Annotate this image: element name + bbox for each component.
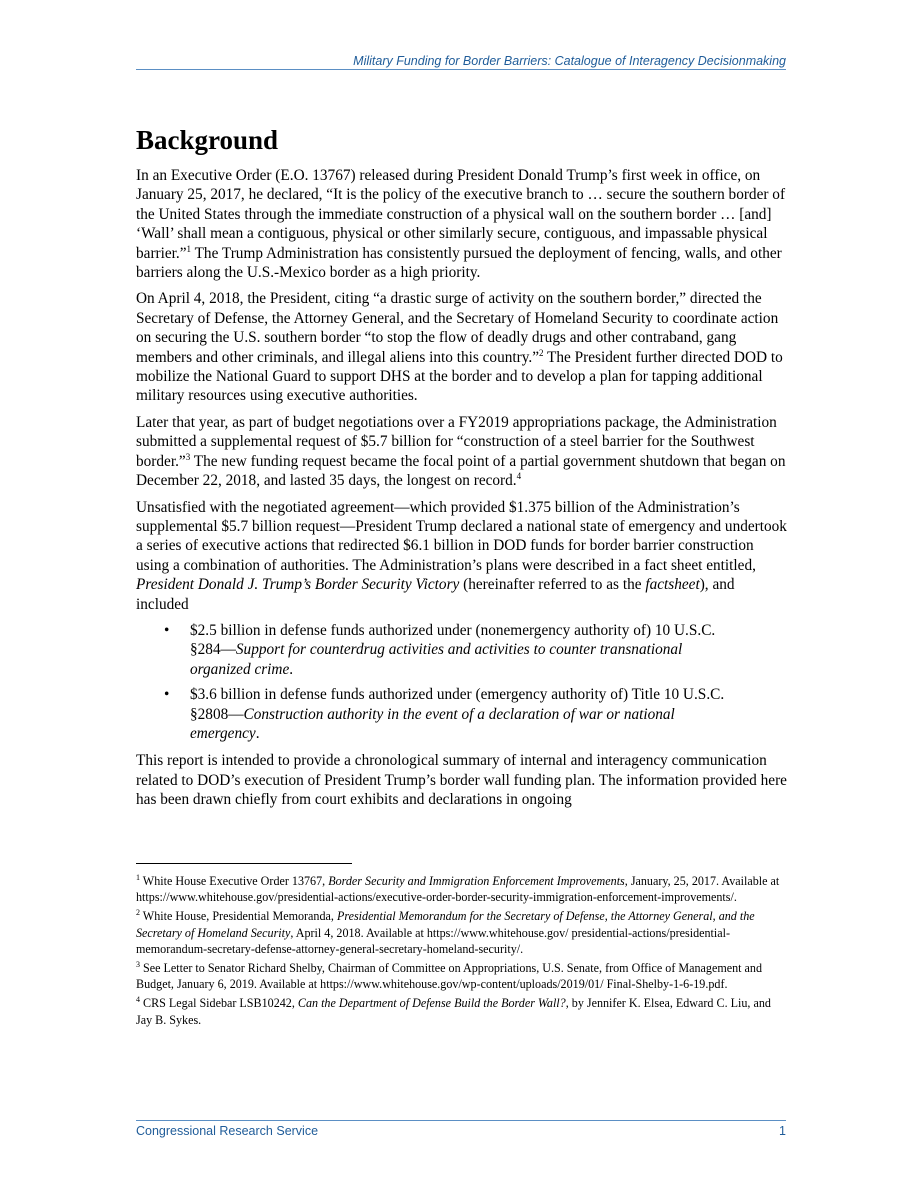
paragraph-1 (136, 166, 790, 282)
list-item-text: $2.5 billion in defense funds authorized under (nonemergency authority of) 10 U.S.C. §284— (190, 621, 716, 659)
factsheet-title: President Donald J. Trump’s Border Security Victory (136, 576, 460, 594)
paragraph-4-text: Unsatisfied with the negotiated agreement—which provided $1.375 billion of the Administration’s supplemental $5.7 billion request—President Trump declared a national state of emergency and undertook a series of executive actions that redirected $6.1 billion in DOD funds for border barrier construction using a combination of authorities. The Administration’s plans were described in a fact sheet entitled, (136, 498, 787, 574)
footnotes (136, 873, 788, 1031)
footnote-italic: Border Security and Immigration Enforcement Improvements (328, 874, 625, 888)
paragraph-1-text: In an Executive Order (E.O. 13767) released during President Donald Trump’s first week in office, on January 25, 2017, he declared, “It is the policy of the executive branch to … secure the southern border of the United States through the immediate construction of a physical wall on the southern border … [and] ‘Wall’ shall mean a contiguous, physical or other similarly secure, contiguous, and impassable physical barrier.” (136, 167, 786, 262)
footnote-number: 1 (136, 872, 140, 882)
running-header: Military Funding for Border Barriers: Catalogue of Interagency Decisionmaking (353, 54, 786, 68)
paragraph-4 (136, 498, 790, 614)
paragraph-2-tail: The President further directed DOD to mobilize the National Guard to support DHS at the border and to develop a plan for tapping additional military resources using executive authorities. (136, 348, 783, 405)
footnote-text: White House, Presidential Memoranda, (140, 909, 337, 924)
list-item-text: $3.6 billion in defense funds authorized under (emergency authority of) Title 10 U.S.C. §2808— (190, 686, 725, 723)
paragraph-1-tail: The Trump Administration has consistently pursued the deployment of fencing, walls, and other barriers along the U.S.-Mexico border as a high priority. (136, 244, 782, 282)
bullet-icon: • (164, 621, 170, 639)
footnote-3 (136, 960, 788, 992)
paragraph-5: This report is intended to provide a chronological summary of internal and interagency communication related to DOD’s execution of President Trump’s border wall funding plan. The information provided here has been drawn chiefly from court exhibits and declarations in ongoing (136, 752, 787, 809)
list-item-end: . (255, 724, 260, 742)
list-item-italic: Construction authority in the event of a declaration of war or national emergency (190, 705, 675, 742)
footnote-text-end: , April 4, 2018. Available at https://www.whitehouse.gov/ presidential-actions/presidential-memorandum-secretary-defense-attorney-general-secretary-homeland-security/. (136, 925, 731, 956)
paragraph-2-text: On April 4, 2018, the President, citing “a drastic surge of activity on the southern border,” directed the Secretary of Defense, the Attorney General, and the Secretary of Homeland Security to coordinate action on securing the U.S. southern border “to stop the flow of deadly drugs and other contraband, gang members and other criminals, and illegal aliens into this country.” (136, 290, 779, 366)
paragraph-3 (136, 413, 790, 491)
footnote-4 (136, 995, 788, 1027)
list-item (136, 685, 790, 743)
main-content (136, 120, 790, 817)
factsheet-term: factsheet (645, 576, 700, 594)
footnote-text: See Letter to Senator Richard Shelby, Chairman of Committee on Appropriations, U.S. Senate, from Office of Management and Budget, January 6, 2019. Available at https://www.whitehouse.gov/wp-content/uploads/2019/01/ Final-Shelby-1-6-19.pdf. (136, 961, 763, 992)
footnote-text-end: , by Jennifer K. Elsea, Edward C. Liu, and Jay B. Sykes. (136, 996, 771, 1027)
paragraph-2 (136, 289, 790, 405)
footnote-italic: Presidential Memorandum for the Secretary of Defense, the Attorney General, and the Secretary of Homeland Security (136, 909, 755, 940)
header-rule (136, 69, 786, 70)
list-item (136, 621, 790, 679)
footnote-ref-2[interactable]: 2 (539, 347, 544, 358)
footer-organization: Congressional Research Service (136, 1124, 319, 1138)
footnote-2 (136, 908, 788, 957)
list-item-end: . (289, 660, 294, 678)
paragraph-3-tail: The new funding request became the focal point of a partial government shutdown that began on December 22, 2018, and lasted 35 days, the longest on record. (136, 452, 786, 490)
paragraph-4-end: ), and included (136, 576, 735, 613)
footnote-ref-3[interactable]: 3 (185, 451, 191, 462)
footnote-number: 2 (136, 908, 140, 918)
list-item-italic: Support for counterdrug activities and activities to counter transnational organized crime (190, 641, 683, 678)
footnote-text: CRS Legal Sidebar LSB10242, (140, 996, 298, 1011)
footer-rule (136, 1120, 786, 1121)
authority-list (136, 621, 790, 743)
footnote-text-end: , January, 25, 2017. Available at https://www.whitehouse.gov/presidential-actions/executive-order-border-security-immigration-enforcement-improvements/. (136, 874, 780, 905)
section-heading: Background (136, 125, 279, 155)
footnote-ref-1[interactable]: 1 (186, 243, 192, 254)
footnote-rule (136, 863, 352, 864)
page-number: 1 (779, 1124, 786, 1138)
footnote-text: White House Executive Order 13767, (140, 874, 329, 888)
paragraph-3-text: Later that year, as part of budget negotiations over a FY2019 appropriations package, the Administration submitted a supplemental request of $5.7 billion for “construction of a steel barrier for the Southwest border.” (136, 413, 777, 470)
footnote-1 (136, 873, 788, 905)
paragraph-4-mid: (hereinafter referred to as the (459, 576, 646, 594)
footnote-number: 3 (136, 959, 140, 969)
footnote-italic: Can the Department of Defense Build the Border Wall? (297, 996, 566, 1011)
bullet-icon: • (164, 686, 170, 704)
footnote-number: 4 (136, 995, 140, 1005)
footnote-ref-4[interactable]: 4 (516, 471, 522, 481)
